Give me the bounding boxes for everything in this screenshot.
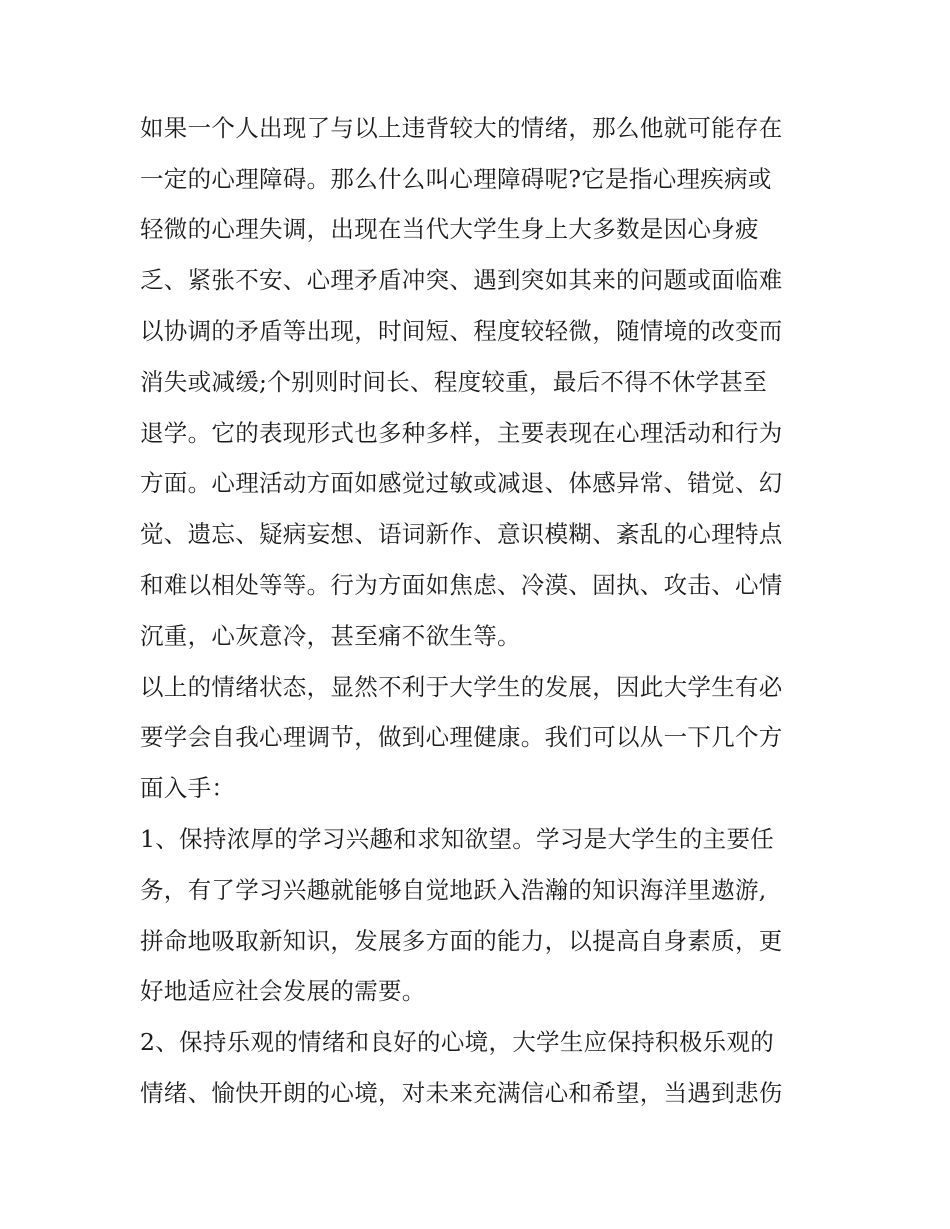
text-line-6: 消失或减缓;个别则时间长、程度较重，最后不得不休学甚至	[140, 368, 768, 396]
text-line-2: 一定的心理障碍。那么什么叫心理障碍呢?它是指心理疾病或	[140, 165, 772, 193]
text-line-14: 面入手：	[140, 774, 236, 802]
text-line-19: 2、保持乐观的情绪和良好的心境，大学生应保持积极乐观的	[140, 1028, 775, 1056]
text-line-15: 1、保持浓厚的学习兴趣和求知欲望。学习是大学生的主要任	[140, 825, 775, 853]
text-line-10: 和难以相处等等。行为方面如焦虑、冷漠、固执、攻击、心情	[140, 571, 783, 599]
text-line-13: 要学会自我心理调节，做到心理健康。我们可以从一下几个方	[140, 723, 783, 751]
text-line-3: 轻微的心理失调，出现在当代大学生身上大多数是因心身疲	[140, 215, 759, 243]
text-line-16: 务，有了学习兴趣就能够自觉地跃入浩瀚的知识海洋里遨游,	[140, 876, 767, 904]
text-line-11: 沉重，心灰意冷，甚至痛不欲生等。	[140, 622, 521, 650]
text-line-18: 好地适应社会发展的需要。	[140, 977, 426, 1005]
text-line-9: 觉、遗忘、疑病妄想、语词新作、意识模糊、紊乱的心理特点	[140, 520, 783, 548]
text-line-8: 方面。心理活动方面如感觉过敏或减退、体感异常、错觉、幻	[140, 469, 783, 497]
text-line-4: 乏、紧张不安、心理矛盾冲突、遇到突如其来的问题或面临难	[140, 266, 783, 294]
text-line-1: 如果一个人出现了与以上违背较大的情绪，那么他就可能存在	[140, 114, 783, 142]
text-line-12: 以上的情绪状态，显然不利于大学生的发展，因此大学生有必	[140, 673, 783, 701]
text-line-7: 退学。它的表现形式也多种多样，主要表现在心理活动和行为	[140, 419, 783, 447]
text-line-20: 情绪、愉快开朗的心境，对未来充满信心和希望，当遇到悲伤	[140, 1079, 783, 1107]
text-line-17: 拼命地吸取新知识，发展多方面的能力，以提高自身素质，更	[140, 927, 783, 955]
text-line-5: 以协调的矛盾等出现，时间短、程度较轻微，随情境的改变而	[140, 317, 783, 345]
